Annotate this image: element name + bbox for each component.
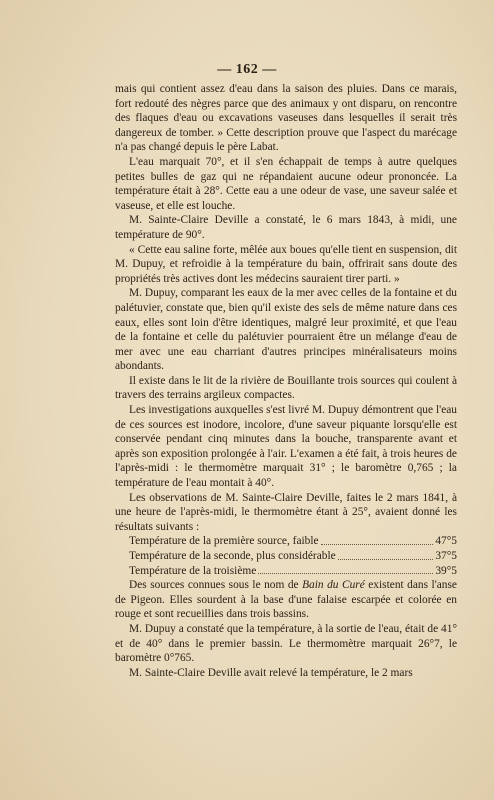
- paragraph: L'eau marquait 70°, et il s'en échappait de temps à autre quelques petites bulles de gaz qui ne répandaient aucune odeur prononcée. La température était à 28°. Cette eau a une odeur de vase, une saveur salée et vaseuse, et elle est louche.: [115, 155, 457, 212]
- page-number: — 162 —: [217, 62, 277, 77]
- paragraph: M. Dupuy a constaté que la température, à la sortie de l'eau, était de 41° et de 40° dans le premier bassin. Le thermomètre marquait 26°7, le baromètre 0°765.: [115, 622, 457, 665]
- paragraph: « Cette eau saline forte, mêlée aux boues qu'elle tient en suspension, dit M. Dupuy, et refroidie à la température du bain, offrirait sans doute des propriétés très actives dont les médecins sauraient tirer parti. »: [115, 243, 457, 285]
- paragraph: M. Dupuy, comparant les eaux de la mer avec celles de la fontaine et du palétuvier, constate que, bien qu'il existe des sels de même nature dans ces eaux, elles sont loin d'être identiques, malgré leur proximité, et que l'eau de la fontaine et celle du palétuvier pourraient être un mélange d'eau de mer avec une eau charriant d'autres principes minéralisateurs moins abondants.: [115, 287, 457, 373]
- place-name: Bain du Curé: [302, 579, 365, 592]
- temperature-label: Température de la première source, faible: [129, 535, 319, 548]
- leader-dots: [258, 564, 433, 575]
- paragraph: Les investigations auxquelles s'est livré M. Dupuy démontrent que l'eau de ces sources est inodore, incolore, d'une saveur piquante lorsqu'elle est conservée pendant cinq minutes dans la bouche, transparente avant et après son exposition prolongée à l'air. L'examen a été fait, à trois heures de l'après-midi : le thermomètre marquait 31° ; le baromètre 0,765 ; la température de l'eau montait à 40°.: [115, 404, 457, 490]
- temperature-row: [115, 534, 457, 549]
- temperature-value: 39°5: [435, 564, 457, 577]
- paragraph: Les observations de M. Sainte-Claire Deville, faites le 2 mars 1841, à une heure de l'après-midi, le thermomètre étant à 25°, avaient donné les résultats suivants :: [115, 491, 457, 533]
- page-text: [115, 82, 457, 680]
- paragraph: M. Sainte-Claire Deville avait relevé la température, le 2 mars: [129, 666, 413, 679]
- paragraph: mais qui contient assez d'eau dans la saison des pluies. Dans ce marais, fort redouté des nègres parce que des animaux y ont disparu, on rencontre des flaques d'eau ou excavations vaseuses dans lesquelles il serait très dangereux de tomber. » Cette description prouve que l'aspect du marécage n'a pas changé depuis le père Labat.: [115, 83, 457, 154]
- temperature-list: [115, 534, 457, 578]
- leader-dots: [321, 534, 434, 545]
- leader-dots: [338, 549, 434, 560]
- paragraph: Il existe dans le lit de la rivière de Bouillante trois sources qui coulent à travers des terrains argileux compactes.: [115, 374, 457, 402]
- paragraph: M. Sainte-Claire Deville a constaté, le 6 mars 1843, à midi, une température de 90°.: [115, 214, 457, 241]
- temperature-label: Température de la seconde, plus considérable: [129, 550, 336, 562]
- temperature-value: 37°5: [435, 550, 457, 562]
- temperature-row: [115, 564, 457, 579]
- temperature-value: 47°5: [435, 535, 457, 548]
- text-span: Des sources connues sous le nom de: [129, 579, 303, 592]
- text-span: existent dans l'anse de Pigeon. Elles sourdent à la base d'une falaise escarpée et colorée en rouge et sont recueillies dans trois bassins.: [115, 579, 457, 621]
- temperature-label: Température de la troisième: [129, 564, 257, 577]
- paragraph: [115, 578, 457, 622]
- temperature-row: [115, 549, 457, 564]
